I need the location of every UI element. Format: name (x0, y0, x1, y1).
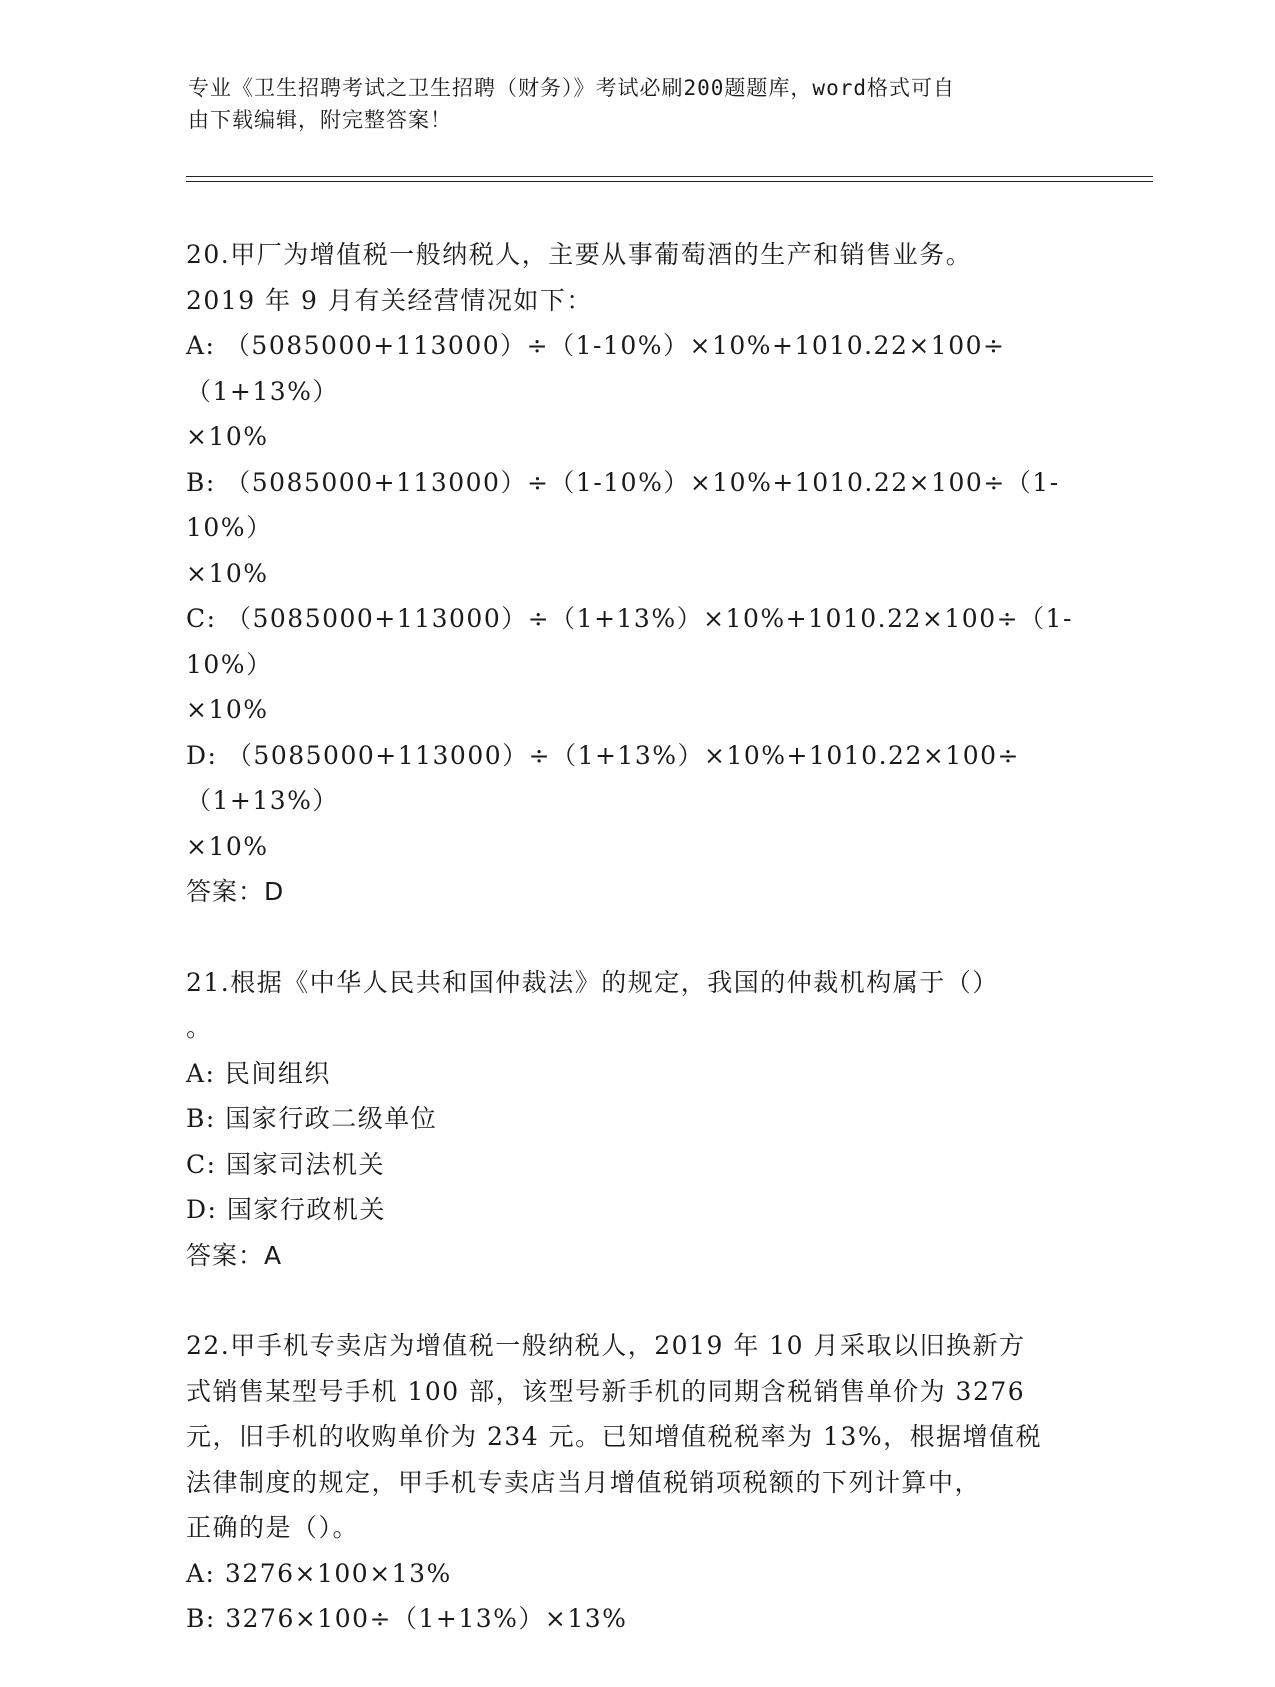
question-22 (186, 1323, 1086, 1642)
stem-line: 2019 年 9 月有关经营情况如下： (186, 285, 593, 315)
header-divider-bottom (186, 181, 1153, 182)
option-b: B: 3276×100÷（1+13%）×13% (186, 1604, 628, 1633)
option-text: A: （5085000+113000）÷（1-10%）×10%+1010.22×100÷（1+13%） (186, 331, 1006, 406)
question-stem (186, 1323, 1086, 1551)
option-d (186, 733, 1086, 870)
stem-line: 法律制度的规定，甲手机专卖店当月增值税销项税额的下列计算中， (186, 1467, 982, 1497)
option-text: C: （5085000+113000）÷（1+13%）×10%+1010.22×100÷（1-10%） (186, 604, 1073, 679)
stem-line: 式销售某型号手机 100 部，该型号新手机的同期含税销售单价为 3276 (186, 1376, 1026, 1406)
option-text: B: （5085000+113000）÷（1-10%）×10%+1010.22×100÷（1-10%） (186, 467, 1060, 542)
option-text-cont: ×10% (186, 831, 269, 861)
question-21 (186, 960, 1086, 1279)
option-text-cont: ×10% (186, 558, 269, 588)
option-a: A: 民间组织 (186, 1058, 331, 1088)
option-a: A: 3276×100×13% (186, 1558, 452, 1588)
option-text-cont: ×10% (186, 422, 269, 451)
question-stem (186, 232, 1086, 323)
question-stem (186, 960, 1086, 1051)
option-b (186, 460, 1086, 597)
stem-line: 20.甲厂为增值税一般纳税人，主要从事葡萄酒的生产和销售业务。 (186, 240, 973, 269)
option-a (186, 323, 1086, 460)
stem-line: 21.根据《中华人民共和国仲裁法》的规定，我国的仲裁机构属于（） (186, 967, 999, 997)
option-c: C: 国家司法机关 (186, 1149, 385, 1179)
option-d: D: 国家行政机关 (186, 1195, 386, 1224)
stem-line: 22.甲手机专卖店为增值税一般纳税人，2019 年 10 月采取以旧换新方 (186, 1331, 1026, 1360)
stem-line: 。 (186, 1013, 213, 1042)
header-divider-top (186, 176, 1153, 177)
header-line-2: 由下载编辑，附完整答案！ (188, 108, 452, 132)
question-20 (186, 232, 1086, 915)
stem-line: 正确的是（）。 (186, 1513, 360, 1542)
option-text: D: （5085000+113000）÷（1+13%）×10%+1010.22×100÷（1+13%） (186, 740, 1020, 815)
question-list (186, 232, 1086, 1687)
header-line-1: 专业《卫生招聘考试之卫生招聘（财务）》考试必刷200题题库，word格式可自 (188, 76, 955, 100)
answer-line: 答案：A (186, 1240, 283, 1270)
option-b: B: 国家行政二级单位 (186, 1104, 438, 1133)
option-text-cont: ×10% (186, 695, 269, 724)
document-header (188, 72, 1068, 136)
answer-line: 答案：D (186, 877, 285, 906)
stem-line: 元，旧手机的收购单价为 234 元。已知增值税税率为 13%，根据增值税 (186, 1422, 1043, 1451)
option-c (186, 596, 1086, 733)
